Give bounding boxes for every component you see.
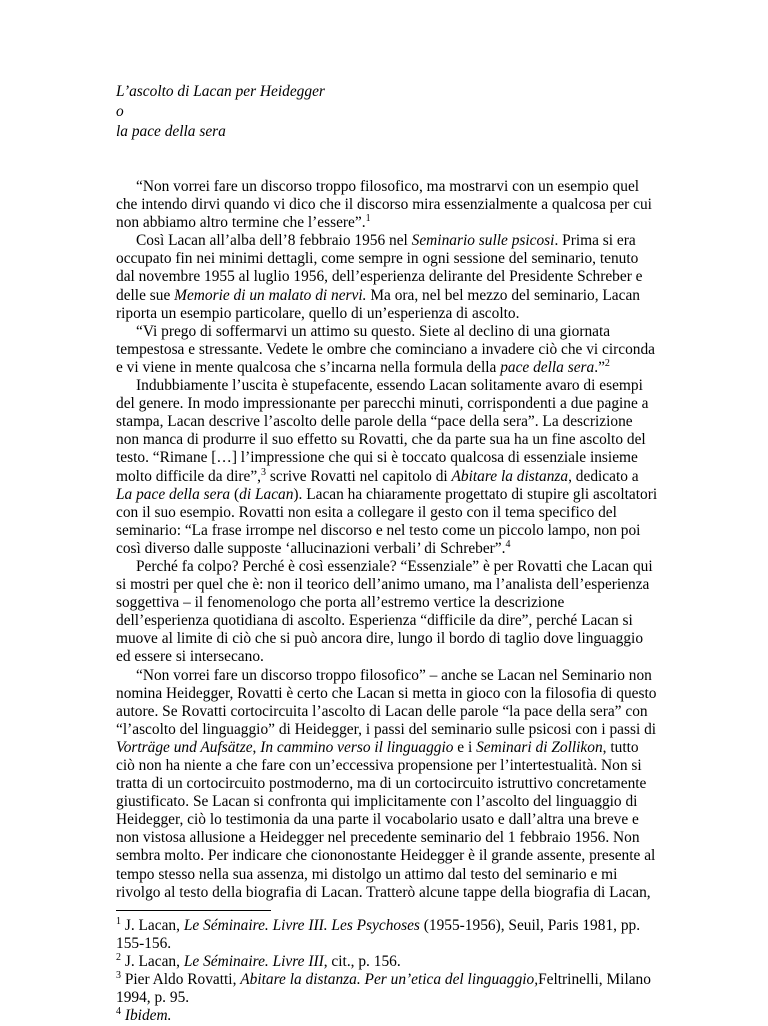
- footnote-ref-4: 4: [505, 538, 511, 550]
- footnote: $^4$ Ibidem.: [116, 1006, 172, 1025]
- title-line-2: o: [116, 103, 124, 120]
- footnote-ref-3: 3: [261, 466, 267, 478]
- document-body: [116, 178, 658, 902]
- footnote: $^3$ Pier Aldo Rovatti, Abitare la distanza. Per un’etica del linguaggio,Feltrinelli, Milano 1994, p. 95.: [116, 970, 651, 1007]
- paragraph-1: “Non vorrei fare un discorso troppo filosofico, ma mostrarvi con un esempio quel che intendo dirvi quando vi dico che il discorso mira essenzialmente a qualcosa per cui non abbiamo altro termine che l’essere”.$^1$: [116, 178, 652, 232]
- paragraph-6: “Non vorrei fare un discorso troppo filosofico” – anche se Lacan nel Seminario non nomina Heidegger, Rovatti è certo che Lacan si metta in gioco con la filosofia di questo autore. Se Rovatti cortocircuita l’ascolto di Lacan delle parole “la pace della sera” con “l’ascolto del linguaggio” di Heidegger, i passi del seminario sulle psicosi con i passi di Vorträge und Aufsätze, In cammino verso il linguaggio e i Seminari di Zollikon, tutto ciò non ha niente a che fare con un’eccessiva propensione per l’intertestualità. Non si tratta di un cortocircuito postmoderno, ma di un cortocircuito istruttivo concretamente giustificato. Se Lacan si confronta qui implicitamente con l’ascolto del linguaggio di Heidegger, ciò lo testimonia da una parte il vocabolario usato e dall’altra una breve e non vistosa allusione a Heidegger nel precedente seminario del 1 febbraio 1956. Non sembra molto. Per indicare che ciononostante Heidegger è il grande assente, presente al tempo stesso nella sua assenza, mi distolgo un attimo dal testo del seminario e mi rivolgo al testo della biografia di Lacan. Tratterò alcune tappe della biografia di Lacan,: [116, 666, 657, 901]
- footnotes: [116, 917, 658, 1026]
- footnote: $^1$ J. Lacan, Le Séminaire. Livre III. Les Psychoses (1955-1956), Seuil, Paris 1981, pp. 155-156.: [116, 916, 641, 953]
- footnote-separator: [116, 910, 271, 911]
- document-title: [116, 82, 325, 142]
- paragraph-2: Così Lacan all’alba dell’8 febbraio 1956 nel Seminario sulle psicosi. Prima si era occupato fin nei minimi dettagli, come sempre in ogni sessione del seminario, tenuto dal novembre 1955 al luglio 1956, dell’esperienza delirante del Presidente Schreber e delle sue Memorie di un malato di nervi. Ma ora, nel bel mezzo del seminario, Lacan riporta un esempio particolare, quello di un’esperienza di ascolto.: [116, 232, 643, 322]
- footnote-ref-2: 2: [604, 357, 610, 369]
- title-line-3: la pace della sera: [116, 123, 226, 140]
- footnote: $^2$ J. Lacan, Le Séminaire. Livre III, cit., p. 156.: [116, 952, 401, 971]
- paragraph-3: “Vi prego di soffermarvi un attimo su questo. Siete al declino di una giornata tempestosa e stressante. Vedete le ombre che cominciano a invadere ciò che vi circonda e vi viene in mente qualcosa che s’incarna nella formula della pace della sera.”$^2$: [116, 322, 656, 376]
- paragraph-5: Perché fa colpo? Perché è così essenziale? “Essenziale” è per Rovatti che Lacan qui si mostri per quel che è: non il teorico dell’animo umano, ma l’analista dell’esperienza soggettiva – il fenomenologo che porta all’estremo vertice la descrizione dell’esperienza quotidiana di ascolto. Esperienza “difficile da dire”, perché Lacan si muove al limite di ciò che si può ancora dire, lungo il bordo di taglio dove linguaggio ed essere si intersecano.: [116, 557, 653, 666]
- paragraph-4: Indubbiamente l’uscita è stupefacente, essendo Lacan solitamente avaro di esempi del genere. In modo impressionante per parecchi minuti, corrispondenti a due pagine a stampa, Lacan descrive l’ascolto delle parole della “pace della sera”. La descrizione non manca di produrre il suo effetto su Rovatti, che da parte sua ha un fine ascolto del testo. “Rimane […] l’impressione che qui si è toccato qualcosa di essenziale insieme molto difficile da dire”,$^3$ scrive Rovatti nel capitolo di Abitare la distanza, dedicato a La pace della sera (di Lacan). Lacan ha chiaramente progettato di stupire gli ascoltatori con il suo esempio. Rovatti non esita a collegare il gesto con il tema specifico del seminario: “La frase irrompe nel discorso e nel testo come un piccolo lampo, non poi così diverso dalle supposte ‘allucinazioni verbali’ di Schreber”.$^4$: [116, 377, 658, 557]
- footnote-ref-1: 1: [365, 213, 371, 225]
- title-line-1: L’ascolto di Lacan per Heidegger: [116, 83, 325, 100]
